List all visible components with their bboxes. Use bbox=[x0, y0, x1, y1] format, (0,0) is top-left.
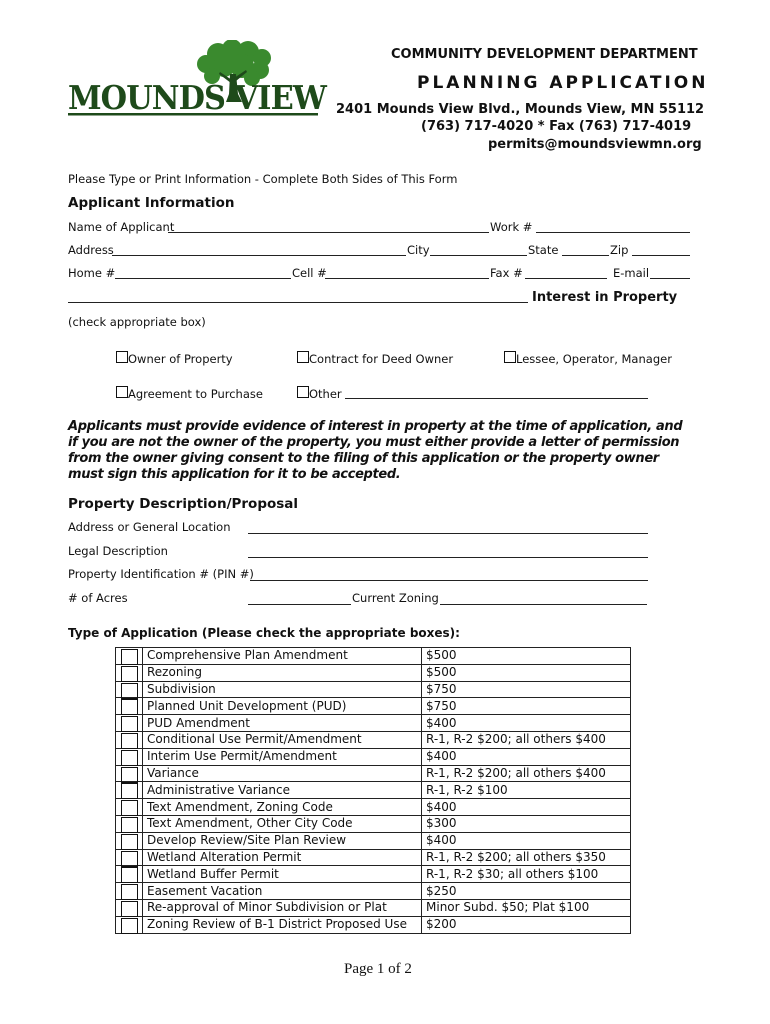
application-type-checkbox[interactable] bbox=[121, 800, 138, 816]
application-type-checkbox-cell bbox=[116, 648, 143, 665]
table-row bbox=[116, 698, 631, 715]
location-field[interactable] bbox=[248, 533, 648, 534]
fax-field[interactable] bbox=[525, 278, 607, 279]
application-fee: R-1, R-2 $30; all others $100 bbox=[422, 866, 631, 883]
application-type-checkbox-cell bbox=[116, 698, 143, 715]
application-fee: $200 bbox=[422, 916, 631, 933]
owner-option-label: Owner of Property bbox=[128, 352, 233, 366]
application-fee: R-1, R-2 $200; all others $350 bbox=[422, 849, 631, 866]
application-fee: $250 bbox=[422, 883, 631, 900]
table-row bbox=[116, 799, 631, 816]
lessee-checkbox[interactable] bbox=[504, 351, 516, 363]
application-fee: R-1, R-2 $100 bbox=[422, 782, 631, 799]
application-fee: $750 bbox=[422, 681, 631, 698]
interest-label: Interest in Property bbox=[532, 290, 678, 305]
table-row bbox=[116, 883, 631, 900]
pin-field[interactable] bbox=[250, 580, 648, 581]
application-type-checkbox-cell bbox=[116, 849, 143, 866]
application-type-checkbox-cell bbox=[116, 883, 143, 900]
work-phone-label: Work # bbox=[490, 220, 533, 234]
application-type-checkbox-cell bbox=[116, 664, 143, 681]
application-type-name: Text Amendment, Zoning Code bbox=[143, 799, 422, 816]
home-phone-label: Home # bbox=[68, 266, 116, 280]
owner-checkbox[interactable] bbox=[116, 351, 128, 363]
application-fee: $750 bbox=[422, 698, 631, 715]
zip-field[interactable] bbox=[632, 255, 690, 256]
legal-description-field[interactable] bbox=[248, 557, 648, 558]
application-fee: $500 bbox=[422, 648, 631, 665]
application-type-checkbox-cell bbox=[116, 815, 143, 832]
application-types-heading: Type of Application (Please check the appropriate boxes): bbox=[68, 626, 460, 640]
interest-field[interactable] bbox=[68, 302, 528, 303]
application-fee: R-1, R-2 $200; all others $400 bbox=[422, 765, 631, 782]
department-address: 2401 Mounds View Blvd., Mounds View, MN 55112 bbox=[336, 102, 705, 117]
zip-label: Zip bbox=[610, 243, 629, 257]
logo-wordmark: MOUNDS VIEW bbox=[68, 78, 326, 117]
application-fee: Minor Subd. $50; Plat $100 bbox=[422, 899, 631, 916]
contract-option-label: Contract for Deed Owner bbox=[309, 352, 454, 366]
application-type-checkbox[interactable] bbox=[121, 649, 138, 665]
application-type-checkbox[interactable] bbox=[121, 767, 138, 783]
applicant-section-heading: Applicant Information bbox=[68, 195, 235, 211]
acres-label: # of Acres bbox=[68, 591, 128, 605]
address-field[interactable] bbox=[112, 255, 406, 256]
application-type-checkbox[interactable] bbox=[121, 851, 138, 867]
application-fee: $300 bbox=[422, 815, 631, 832]
application-type-checkbox[interactable] bbox=[121, 750, 138, 766]
application-fee: R-1, R-2 $200; all others $400 bbox=[422, 731, 631, 748]
city-field[interactable] bbox=[430, 255, 527, 256]
application-type-name: Interim Use Permit/Amendment bbox=[143, 748, 422, 765]
contract-checkbox[interactable] bbox=[297, 351, 309, 363]
location-label: Address or General Location bbox=[68, 520, 231, 534]
cell-phone-field[interactable] bbox=[325, 278, 489, 279]
acres-field[interactable] bbox=[248, 604, 351, 605]
state-label: State bbox=[528, 243, 559, 257]
application-type-name: Rezoning bbox=[143, 664, 422, 681]
form-instructions: Please Type or Print Information - Complete Both Sides of This Form bbox=[68, 172, 458, 186]
application-fee: $400 bbox=[422, 799, 631, 816]
other-field[interactable] bbox=[345, 398, 648, 399]
form-title: PLANNING APPLICATION bbox=[417, 73, 709, 93]
application-type-checkbox-cell bbox=[116, 715, 143, 732]
city-label: City bbox=[407, 243, 430, 257]
page-number: Page 1 of 2 bbox=[344, 961, 412, 977]
property-section-heading: Property Description/Proposal bbox=[68, 496, 299, 512]
agreement-option-label: Agreement to Purchase bbox=[128, 387, 263, 401]
application-type-name: Conditional Use Permit/Amendment bbox=[143, 731, 422, 748]
application-type-checkbox-cell bbox=[116, 731, 143, 748]
table-row bbox=[116, 832, 631, 849]
application-type-checkbox-cell bbox=[116, 782, 143, 799]
zoning-label: Current Zoning bbox=[352, 591, 439, 605]
application-type-name: Re-approval of Minor Subdivision or Plat bbox=[143, 899, 422, 916]
department-email: permits@moundsviewmn.org bbox=[488, 137, 702, 152]
application-type-checkbox-cell bbox=[116, 681, 143, 698]
other-checkbox[interactable] bbox=[297, 386, 309, 398]
application-type-name: Comprehensive Plan Amendment bbox=[143, 648, 422, 665]
table-row bbox=[116, 748, 631, 765]
application-type-checkbox[interactable] bbox=[121, 683, 138, 699]
application-type-name: Easement Vacation bbox=[143, 883, 422, 900]
application-fee-table bbox=[115, 647, 631, 934]
cell-phone-label: Cell # bbox=[292, 266, 327, 280]
table-row bbox=[116, 648, 631, 665]
table-row bbox=[116, 731, 631, 748]
application-type-name: Subdivision bbox=[143, 681, 422, 698]
table-row bbox=[116, 815, 631, 832]
table-row bbox=[116, 899, 631, 916]
applicant-name-field[interactable] bbox=[168, 232, 489, 233]
check-note: (check appropriate box) bbox=[68, 315, 206, 329]
application-type-checkbox[interactable] bbox=[121, 867, 138, 883]
application-type-name: Wetland Alteration Permit bbox=[143, 849, 422, 866]
email-field[interactable] bbox=[650, 278, 690, 279]
agreement-checkbox[interactable] bbox=[116, 386, 128, 398]
table-row bbox=[116, 664, 631, 681]
application-type-checkbox-cell bbox=[116, 748, 143, 765]
city-logo bbox=[66, 40, 326, 120]
table-row bbox=[116, 782, 631, 799]
application-type-name: Administrative Variance bbox=[143, 782, 422, 799]
application-fee: $400 bbox=[422, 832, 631, 849]
application-type-checkbox[interactable] bbox=[121, 733, 138, 749]
application-type-checkbox[interactable] bbox=[121, 666, 138, 682]
department-phone-fax: (763) 717-4020 * Fax (763) 717-4019 bbox=[421, 119, 692, 134]
application-fee: $400 bbox=[422, 715, 631, 732]
application-type-name: PUD Amendment bbox=[143, 715, 422, 732]
application-type-name: Wetland Buffer Permit bbox=[143, 866, 422, 883]
table-row bbox=[116, 849, 631, 866]
pin-label: Property Identification # (PIN #) bbox=[68, 567, 254, 581]
work-phone-field[interactable] bbox=[536, 232, 690, 233]
fax-label: Fax # bbox=[490, 266, 523, 280]
application-type-name: Variance bbox=[143, 765, 422, 782]
application-type-name: Zoning Review of B-1 District Proposed Use bbox=[143, 916, 422, 933]
table-row bbox=[116, 916, 631, 933]
address-label: Address bbox=[68, 243, 114, 257]
application-type-checkbox-cell bbox=[116, 765, 143, 782]
application-type-name: Develop Review/Site Plan Review bbox=[143, 832, 422, 849]
application-type-checkbox[interactable] bbox=[121, 918, 138, 934]
table-row bbox=[116, 866, 631, 883]
application-type-checkbox[interactable] bbox=[121, 884, 138, 900]
application-type-checkbox[interactable] bbox=[121, 699, 138, 715]
application-type-checkbox[interactable] bbox=[121, 901, 138, 917]
legal-description-label: Legal Description bbox=[68, 544, 168, 558]
application-type-checkbox-cell bbox=[116, 866, 143, 883]
zoning-field[interactable] bbox=[440, 604, 647, 605]
table-row bbox=[116, 681, 631, 698]
application-type-checkbox[interactable] bbox=[121, 834, 138, 850]
application-type-checkbox-cell bbox=[116, 916, 143, 933]
email-label: E-mail bbox=[613, 266, 650, 280]
application-type-name: Text Amendment, Other City Code bbox=[143, 815, 422, 832]
application-type-checkbox[interactable] bbox=[121, 817, 138, 833]
home-phone-field[interactable] bbox=[115, 278, 291, 279]
lessee-option-label: Lessee, Operator, Manager bbox=[516, 352, 672, 366]
application-fee: $500 bbox=[422, 664, 631, 681]
other-option-label: Other bbox=[309, 387, 342, 401]
application-type-checkbox-cell bbox=[116, 899, 143, 916]
ownership-notice: Applicants must provide evidence of interest in property at the time of application, and if you are not the owner of the property, you must either provide a letter of permission from the owner giving consent to the filing of this application or the property owner must sign this application for it to be accepted. bbox=[68, 419, 683, 482]
application-type-checkbox-cell bbox=[116, 832, 143, 849]
table-row bbox=[116, 715, 631, 732]
application-type-checkbox-cell bbox=[116, 799, 143, 816]
application-type-checkbox[interactable] bbox=[121, 716, 138, 732]
application-fee: $400 bbox=[422, 748, 631, 765]
application-type-checkbox[interactable] bbox=[121, 783, 138, 799]
state-field[interactable] bbox=[562, 255, 609, 256]
application-type-name: Planned Unit Development (PUD) bbox=[143, 698, 422, 715]
table-row bbox=[116, 765, 631, 782]
department-name: COMMUNITY DEVELOPMENT DEPARTMENT bbox=[391, 47, 698, 62]
applicant-name-label: Name of Applicant bbox=[68, 220, 175, 234]
